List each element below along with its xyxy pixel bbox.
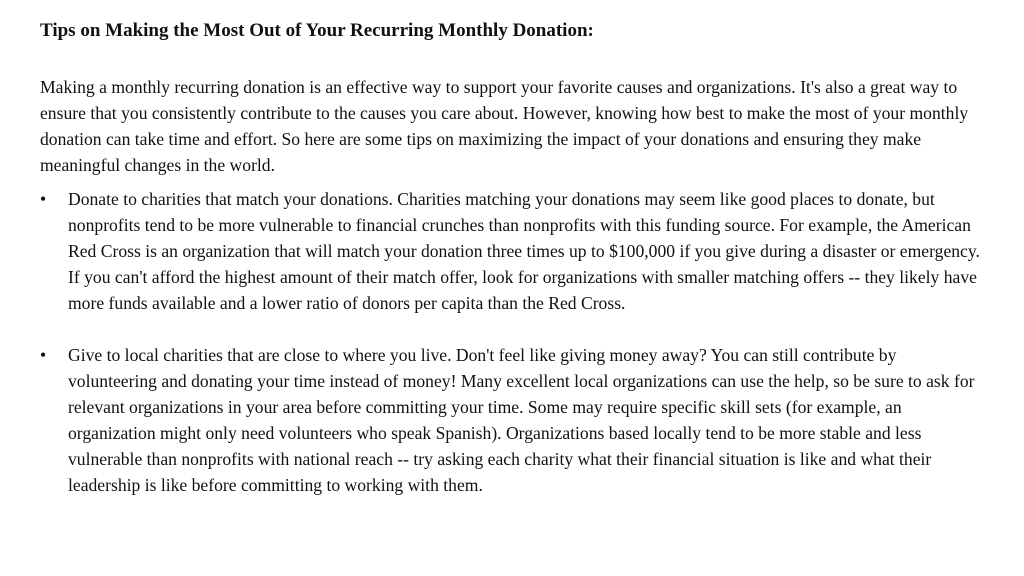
bullet-icon: •: [40, 345, 47, 365]
bullet-icon: •: [40, 189, 47, 209]
tip-item-local-charities: [40, 342, 984, 498]
tip-item-matching-charities: [40, 186, 984, 316]
page-title: Tips on Making the Most Out of Your Recurring Monthly Donation:: [40, 20, 594, 41]
tips-list: [40, 186, 984, 498]
tip-text: Donate to charities that match your donations. Charities matching your donations may seem like good places to donate, but nonprofits tend to be more vulnerable to financial crunches than nonprofits with this funding source. For example, the American Red Cross is an organization that will match your donation three times up to $100,000 if you give during a disaster or emergency. If you can't afford the highest amount of their match offer, look for organizations with smaller matching offers -- they likely have more funds available and a lower ratio of donors per capita than the Red Cross.: [68, 189, 980, 313]
tip-text: Give to local charities that are close to where you live. Don't feel like giving money away? You can still contribute by volunteering and donating your time instead of money! Many excellent local organizations can use the help, so be sure to ask for relevant organizations in your area before committing your time. Some may require specific skill sets (for example, an organization might only need volunteers who speak Spanish). Organizations based locally tend to be more stable and less vulnerable than nonprofits with national reach -- try asking each charity what their financial situation is like and what their leadership is like before committing to working with them.: [68, 345, 975, 495]
intro-paragraph: Making a monthly recurring donation is an effective way to support your favorite causes and organizations. It's also a great way to ensure that you consistently contribute to the causes you care about. However, knowing how best to make the most of your monthly donation can take time and effort. So here are some tips on maximizing the impact of your donations and ensuring they make meaningful changes in the world.: [40, 77, 969, 175]
